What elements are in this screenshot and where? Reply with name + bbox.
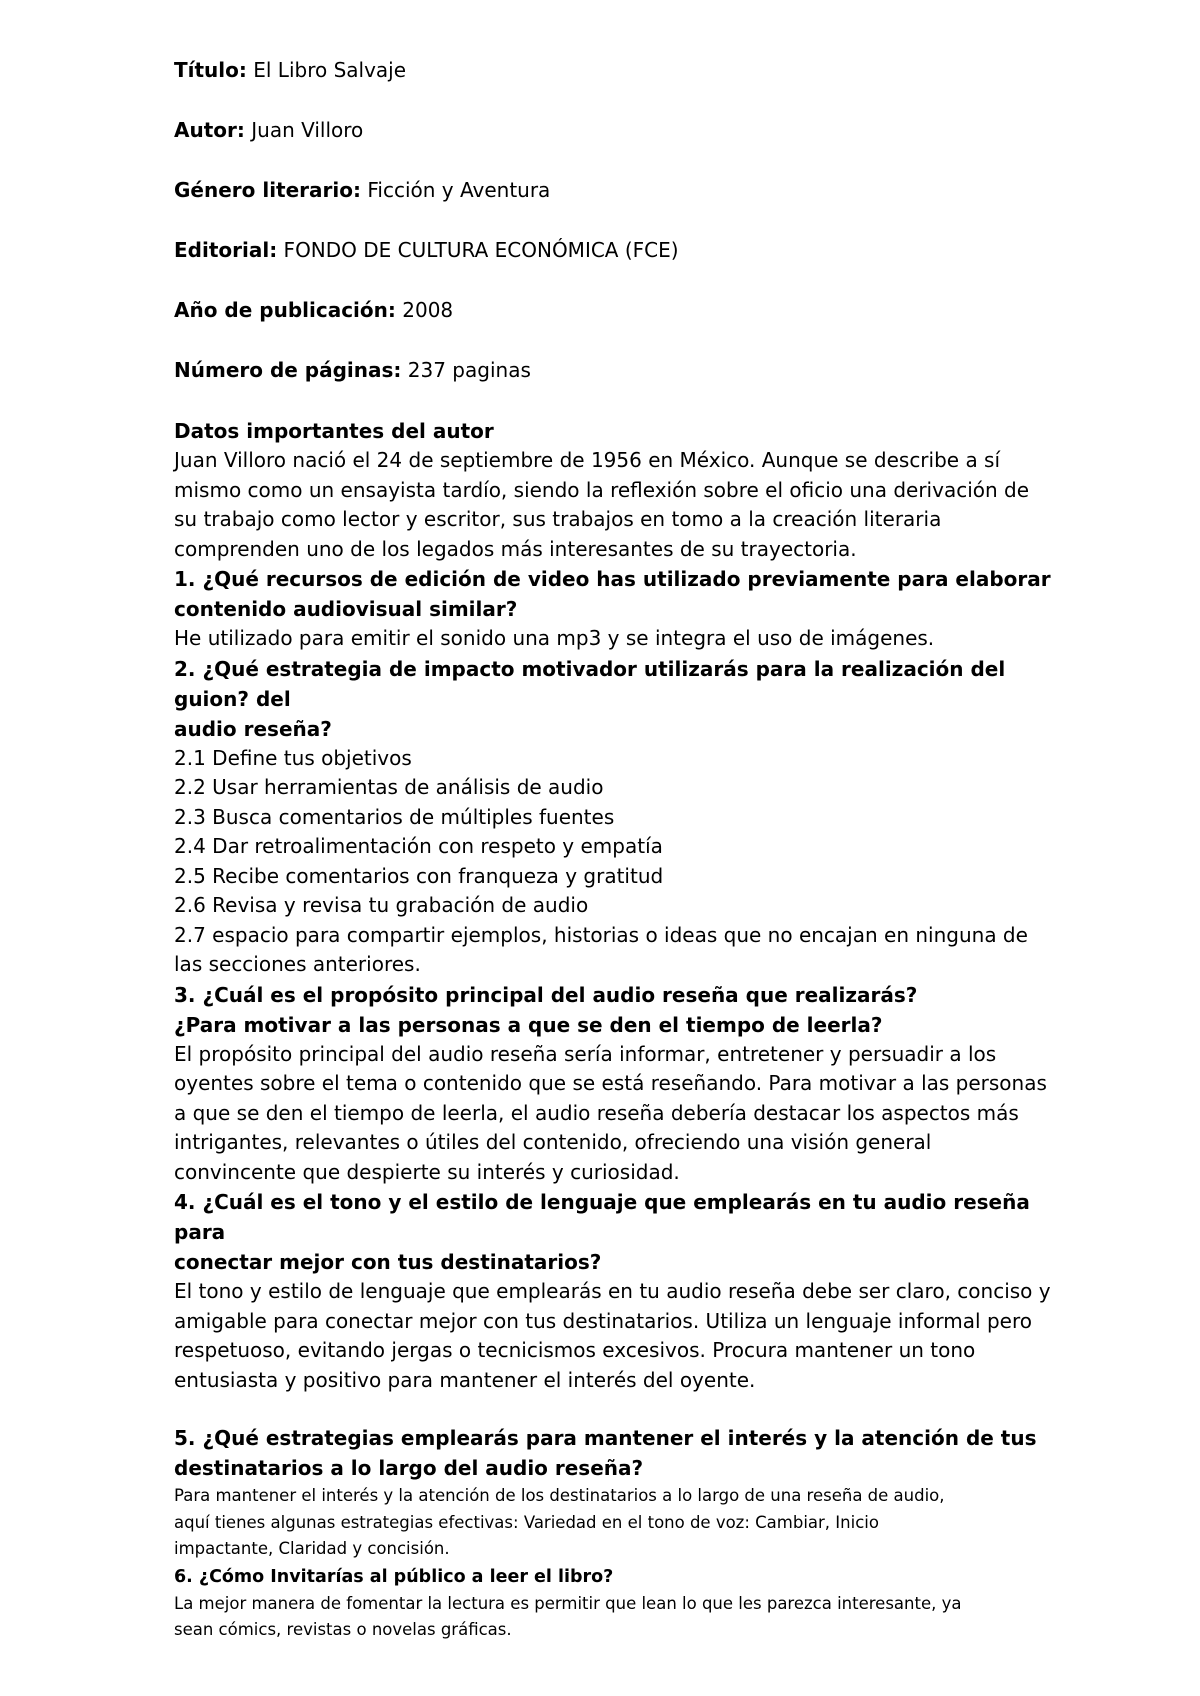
answer-4-line: amigable para conectar mejor con tus destinatarios. Utiliza un lenguaje informal pero: [174, 1308, 1032, 1333]
list-item: 2.6 Revisa y revisa tu grabación de audio: [174, 893, 589, 917]
autor-line: comprenden uno de los legados más interesantes de su trayectoria.: [174, 536, 857, 561]
meta-autor-label: Autor:: [174, 118, 245, 142]
meta-paginas: [174, 356, 1080, 384]
question-3-cont: ¿Para motivar a las personas a que se den el tiempo de leerla?: [174, 1012, 883, 1037]
meta-autor: [174, 116, 1080, 144]
list-item: 2.1 Define tus objetivos: [174, 745, 412, 770]
answer-6-line: sean cómics, revistas o novelas gráficas.: [174, 1620, 512, 1639]
answer-6-line: La mejor manera de fomentar la lectura es permitir que lean lo que les parezca interesante, ya: [174, 1593, 962, 1613]
answer-3-line: oyentes sobre el tema o contenido que se está reseñando. Para motivar a las personas: [174, 1071, 1047, 1095]
meta-editorial: [174, 236, 1080, 264]
meta-genero-value: Ficción y Aventura: [361, 178, 551, 202]
question-6: 6. ¿Cómo Invitarías al público a leer el libro?: [174, 1566, 614, 1587]
question-3: 3. ¿Cuál es el propósito principal del audio reseña que realizarás?: [174, 982, 918, 1007]
strategy-list: [174, 744, 1080, 980]
autor-section-title: Datos importantes del autor: [174, 419, 494, 443]
answer-3-line: convincente que despierte su interés y curiosidad.: [174, 1159, 680, 1184]
answer-4-line: El tono y estilo de lenguaje que emplearás en tu audio reseña debe ser claro, conciso y: [174, 1279, 1051, 1303]
list-item: 2.5 Recibe comentarios con franqueza y gratitud: [174, 863, 664, 888]
answer-1: He utilizado para emitir el sonido una mp3 y se integra el uso de imágenes.: [174, 626, 935, 650]
meta-genero: [174, 176, 1080, 204]
meta-editorial-label: Editorial:: [174, 238, 278, 262]
list-item: 2.2 Usar herramientas de análisis de audio: [174, 775, 604, 799]
meta-anio: [174, 296, 1080, 324]
answer-3-line: intrigantes, relevantes o útiles del contenido, ofreciendo una visión general: [174, 1130, 932, 1154]
question-2-cont: audio reseña?: [174, 716, 332, 741]
autor-line: su trabajo como lector y escritor, sus trabajos en tomo a la creación literaria: [174, 507, 942, 531]
meta-genero-label: Género literario:: [174, 178, 362, 202]
list-item: 2.3 Busca comentarios de múltiples fuentes: [174, 804, 615, 829]
answer-3-line: a que se den el tiempo de leerla, el audio reseña debería destacar los aspectos más: [174, 1100, 1019, 1125]
question-4-cont: conectar mejor con tus destinatarios?: [174, 1250, 602, 1274]
meta-paginas-value: 237 paginas: [401, 358, 531, 382]
meta-editorial-value: FONDO DE CULTURA ECONÓMICA (FCE): [277, 238, 679, 262]
autor-line: mismo como un ensayista tardío, siendo la reflexión sobre el oficio una derivación de: [174, 477, 1030, 502]
list-item: las secciones anteriores.: [174, 952, 421, 976]
answer-5-line: aquí tienes algunas estrategias efectivas: Variedad en el tono de voz: Cambiar, Inicio: [174, 1512, 879, 1532]
meta-anio-value: 2008: [395, 298, 454, 322]
question-4: 4. ¿Cuál es el tono y el estilo de lenguaje que emplearás en tu audio reseña para: [174, 1190, 1030, 1244]
answer-5-line: Para mantener el interés y la atención de los destinatarios a lo largo de una reseña de audio,: [174, 1486, 945, 1505]
meta-titulo-value: El Libro Salvaje: [246, 58, 407, 82]
list-item: 2.7 espacio para compartir ejemplos, historias o ideas que no encajan en ninguna de: [174, 922, 1028, 947]
answer-4-line: entusiasta y positivo para mantener el interés del oyente.: [174, 1367, 756, 1392]
meta-titulo: [174, 56, 1080, 84]
question-1-cont: contenido audiovisual similar?: [174, 597, 518, 621]
meta-paginas-label: Número de páginas:: [174, 358, 402, 382]
meta-anio-label: Año de publicación:: [174, 298, 396, 322]
question-1: 1. ¿Qué recursos de edición de video has utilizado previamente para elaborar: [174, 567, 1051, 591]
question-5-cont: destinatarios a lo largo del audio reseña?: [174, 1456, 644, 1480]
question-5: 5. ¿Qué estrategias emplearás para mantener el interés y la atención de tus: [174, 1426, 1037, 1450]
question-2: 2. ¿Qué estrategia de impacto motivador utilizarás para la realización del guion? del: [174, 656, 1006, 711]
list-item: 2.4 Dar retroalimentación con respeto y empatía: [174, 834, 663, 858]
meta-titulo-label: Título:: [174, 58, 247, 82]
spacer: [174, 1395, 1080, 1423]
autor-line: Juan Villoro nació el 24 de septiembre de 1956 en México. Aunque se describe a sí: [174, 448, 1001, 472]
answer-5-line: impactante, Claridad y concisión.: [174, 1539, 450, 1558]
answer-4-line: respetuoso, evitando jergas o tecnicismos excesivos. Procura mantener un tono: [174, 1338, 976, 1362]
meta-autor-value: Juan Villoro: [244, 118, 364, 142]
answer-3-line: El propósito principal del audio reseña sería informar, entretener y persuadir a los: [174, 1041, 997, 1066]
